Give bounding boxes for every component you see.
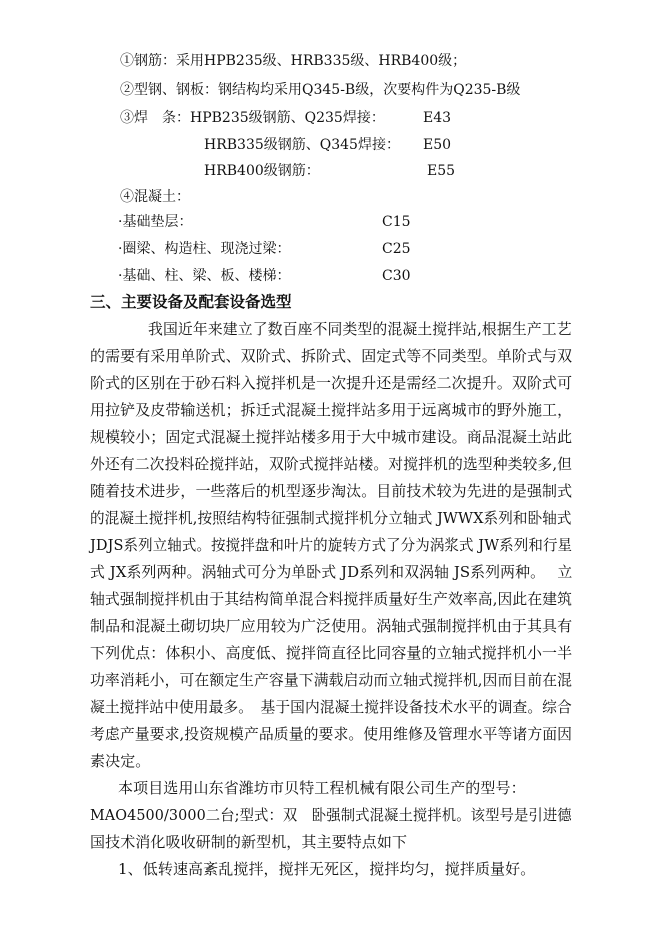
welding-code-2: E50 bbox=[423, 137, 452, 153]
welding-code-3: E55 bbox=[427, 163, 456, 179]
paragraph1-line: 外还有二次投料砼搅拌站，双阶式搅拌站楼。对搅拌机的选型种类较多,但 bbox=[90, 455, 573, 473]
material-rebar: ①钢筋：采用HPB235级、HRB335级、HRB400级； bbox=[120, 53, 467, 69]
paragraph1-line: JDJS系列立轴式。按搅拌盘和叶片的旋转方式了分为涡浆式 JW系列和行星 bbox=[90, 536, 573, 554]
paragraph1-line: 我国近年来建立了数百座不同类型的混凝土搅拌站,根据生产工艺 bbox=[148, 320, 572, 338]
paragraph1-line: 规模较小；固定式混凝土搅拌站楼多用于大中城市建设。商品混凝土站此 bbox=[90, 428, 573, 446]
concrete-grade-2: C25 bbox=[382, 241, 411, 257]
concrete-label-3: ·基础、柱、梁、板、楼梯： bbox=[118, 268, 291, 284]
paragraph1-line: 凝土搅拌站中使用最多。 基于国内混凝土搅拌设备技术水平的调查。综合 bbox=[90, 698, 572, 716]
feature-item-1: 1、低转速高紊乱搅拌，搅拌无死区，搅拌均匀，搅拌质量好。 bbox=[118, 860, 536, 878]
paragraph2-line: 本项目选用山东省潍坊市贝特工程机械有限公司生产的型号： bbox=[118, 779, 526, 797]
welding-label-2: HRB335级钢筋、Q345焊接： bbox=[204, 137, 400, 153]
welding-code-1: E43 bbox=[423, 110, 452, 126]
paragraph1-line: 下列优点：体积小、高度低、搅拌筒直径比同容量的立轴式搅拌机小一半 bbox=[90, 644, 573, 662]
paragraph1-line: 功率消耗小，可在额定生产容量下满载启动而立轴式搅拌机,因而目前在混 bbox=[90, 671, 573, 689]
paragraph1-line: 式 JX系列两种。涡轴式可分为单卧式 JD系列和双涡轴 JS系列两种。 立 bbox=[90, 563, 573, 581]
concrete-grade-1: C15 bbox=[382, 214, 411, 230]
paragraph1-line: 的混凝土搅拌机,按照结构特征强制式搅拌机分立轴式 JWWX系列和卧轴式 bbox=[90, 509, 572, 527]
concrete-label-2: ·圈梁、构造柱、现浇过梁： bbox=[118, 241, 291, 257]
paragraph1-line: 制品和混凝土砌切块厂应用较为广泛使用。涡轴式强制搅拌机由于其具有 bbox=[90, 617, 573, 635]
paragraph1-line: 随着技术进步，一些落后的机型逐步淘汰。目前技术较为先进的是强制式 bbox=[90, 482, 573, 500]
concrete-grade-3: C30 bbox=[382, 268, 411, 284]
paragraph2-line: MAO4500/3000二台;型式：双 卧强制式混凝土搅拌机。该型号是引进德 bbox=[90, 806, 572, 824]
concrete-title: ④混凝土： bbox=[120, 189, 190, 205]
paragraph1-line: 轴式强制搅拌机由于其结构简单混合料搅拌质量好生产效率高,因此在建筑 bbox=[90, 590, 573, 608]
section-heading: 三、主要设备及配套设备选型 bbox=[90, 292, 292, 311]
welding-label-3: HRB400级钢筋： bbox=[204, 163, 320, 179]
paragraph1-line: 的需要有采用单阶式、双阶式、拆阶式、固定式等不同类型。单阶式与双 bbox=[90, 347, 573, 365]
paragraph1-line: 考虑产量要求,投资规模产品质量的要求。使用维修及管理水平等诸方面因 bbox=[90, 725, 573, 743]
welding-label-1: ③焊 条：HPB235级钢筋、Q235焊接： bbox=[120, 110, 385, 126]
paragraph2-line: 国技术消化吸收研制的新型机，其主要特点如下 bbox=[90, 833, 408, 851]
paragraph1-line: 阶式的区别在于砂石料入搅拌机是一次提升还是需经二次提升。双阶式可 bbox=[90, 374, 573, 392]
concrete-label-1: ·基础垫层： bbox=[118, 214, 193, 230]
paragraph1-line: 素决定。 bbox=[90, 752, 151, 770]
paragraph1-line: 用拉铲及皮带输送机；拆迁式混凝土搅拌站多用于远离城市的野外施工， bbox=[90, 401, 573, 419]
material-steel: ②型钢、钢板：钢结构均采用Q345-B级，次要构件为Q235-B级 bbox=[120, 82, 521, 98]
